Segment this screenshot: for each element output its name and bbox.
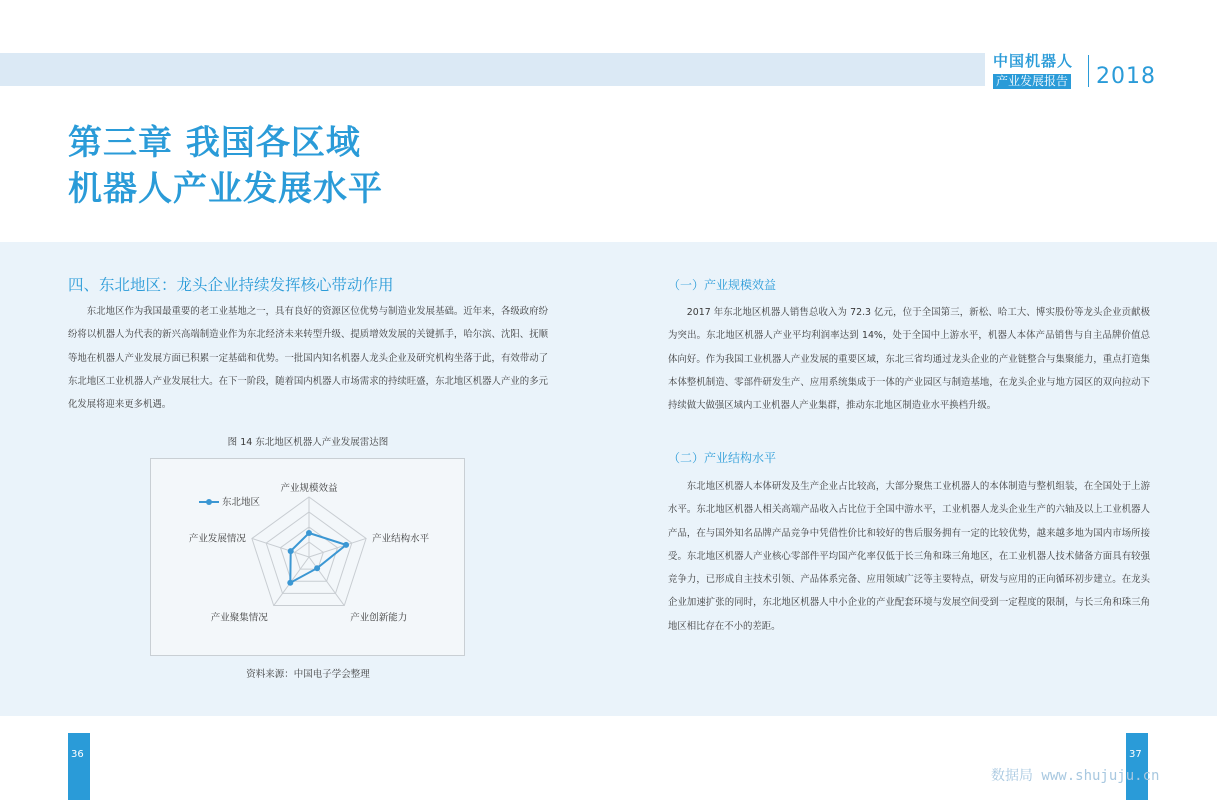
report-brand <box>993 52 1083 89</box>
figure-caption: 图 14 东北地区机器人产业发展雷达图 <box>227 437 389 448</box>
legend-marker <box>206 499 212 505</box>
chapter-title-line-2: 机器人产业发展水平 <box>68 169 383 209</box>
header-band <box>0 53 985 86</box>
radar-data-point <box>314 565 320 571</box>
left-paragraph: 东北地区作为我国最重要的老工业基地之一，具有良好的资源区位优势与制造业发展基础。近年来，各级政府纷纷将以机器人为代表的新兴高端制造业作为东北经济未来转型升级、提质增效发展的关键抓手，哈尔滨、沈阳、抚顺等地在机器人产业发展方面已积累一定基础和优势。一批国内知名机器人龙头企业及研究机构坐落于此，有效带动了东北地区工业机器人产业发展壮大。在下一阶段，随着国内机器人市场需求的持续旺盛，东北地区机器人产业的多元化发展将迎来更多机遇。 <box>68 306 548 411</box>
brand-divider <box>1088 55 1089 87</box>
radar-axis-label: 产业聚集情况 <box>210 612 268 624</box>
legend-label: 东北地区 <box>222 497 261 508</box>
report-year: 2018 <box>1096 64 1156 89</box>
chapter-title <box>68 120 383 212</box>
subsection-title-1: （一）产业规模效益 <box>668 278 777 292</box>
radar-series-line <box>290 533 346 583</box>
page-tab-left <box>68 733 90 800</box>
radar-data-point <box>288 548 294 554</box>
page-number-left: 36 <box>71 749 84 760</box>
subsection-title-2: （二）产业结构水平 <box>668 451 777 465</box>
chapter-title-line-1: 第三章 我国各区域 <box>68 123 361 163</box>
radar-axis-label: 产业创新能力 <box>350 612 408 624</box>
watermark: 数据局 www.shujuju.cn <box>991 768 1160 784</box>
subsection-paragraph-2: 东北地区机器人本体研发及生产企业占比较高，大部分聚焦工业机器人的本体制造与整机组装，在全国处于上游水平。东北地区机器人相关高端产品收入占比位于全国中游水平，工业机器人龙头企业生产的六轴及以上工业机器人产品，在与国外知名品牌产品竞争中凭借性价比和较好的售后服务拥有一定的比较优势，越来越多地为国内市场所接受。东北地区机器人产业核心零部件平均国产化率仅低于长三角和珠三角地区，在工业机器人技术储备方面具有较强竞争力，已形成自主技术引领、产品体系完备、应用领域广泛等主要特点，研发与应用的正向循环初步建立。在龙头企业加速扩张的同时，东北地区机器人中小企业的产业配套环境与发展空间受到一定程度的限制，与长三角和珠三角地区相比存在不小的差距。 <box>668 481 1150 632</box>
page-number-right: 37 <box>1129 749 1142 760</box>
radar-data-point <box>306 530 312 536</box>
radar-chart-frame <box>150 458 465 656</box>
brand-subtitle: 产业发展报告 <box>993 74 1071 89</box>
radar-axis-label: 产业规模效益 <box>280 483 338 494</box>
radar-data-point <box>343 542 349 548</box>
radar-axis-label: 产业发展情况 <box>188 533 246 545</box>
radar-data-point <box>287 580 293 586</box>
subsection-paragraph-1: 2017 年东北地区机器人销售总收入为 72.3 亿元，位于全国第三，新松、哈工大、博实股份等龙头企业贡献极为突出。东北地区机器人产业平均利润率达到 14%，处于全国中上游水平，机器人本体产品销售与自主品牌价值总体向好。作为我国工业机器人产业发展的重要区域，东北三省均通过龙头企业的产业链整合与集聚能力，重点打造集本体整机制造、零部件研发生产、应用系统集成于一体的产业园区与制造基地，在龙头企业与地方园区的双向拉动下持续做大做强区域内工业机器人产业集群，推动东北地区制造业水平换档升级。 <box>668 307 1150 412</box>
radar-chart <box>151 459 464 655</box>
figure-source: 资料来源：中国电子学会整理 <box>246 669 370 680</box>
section-title: 四、东北地区：龙头企业持续发挥核心带动作用 <box>68 276 394 294</box>
radar-axis-label: 产业结构水平 <box>372 533 430 545</box>
brand-name: 中国机器人 <box>993 52 1074 70</box>
